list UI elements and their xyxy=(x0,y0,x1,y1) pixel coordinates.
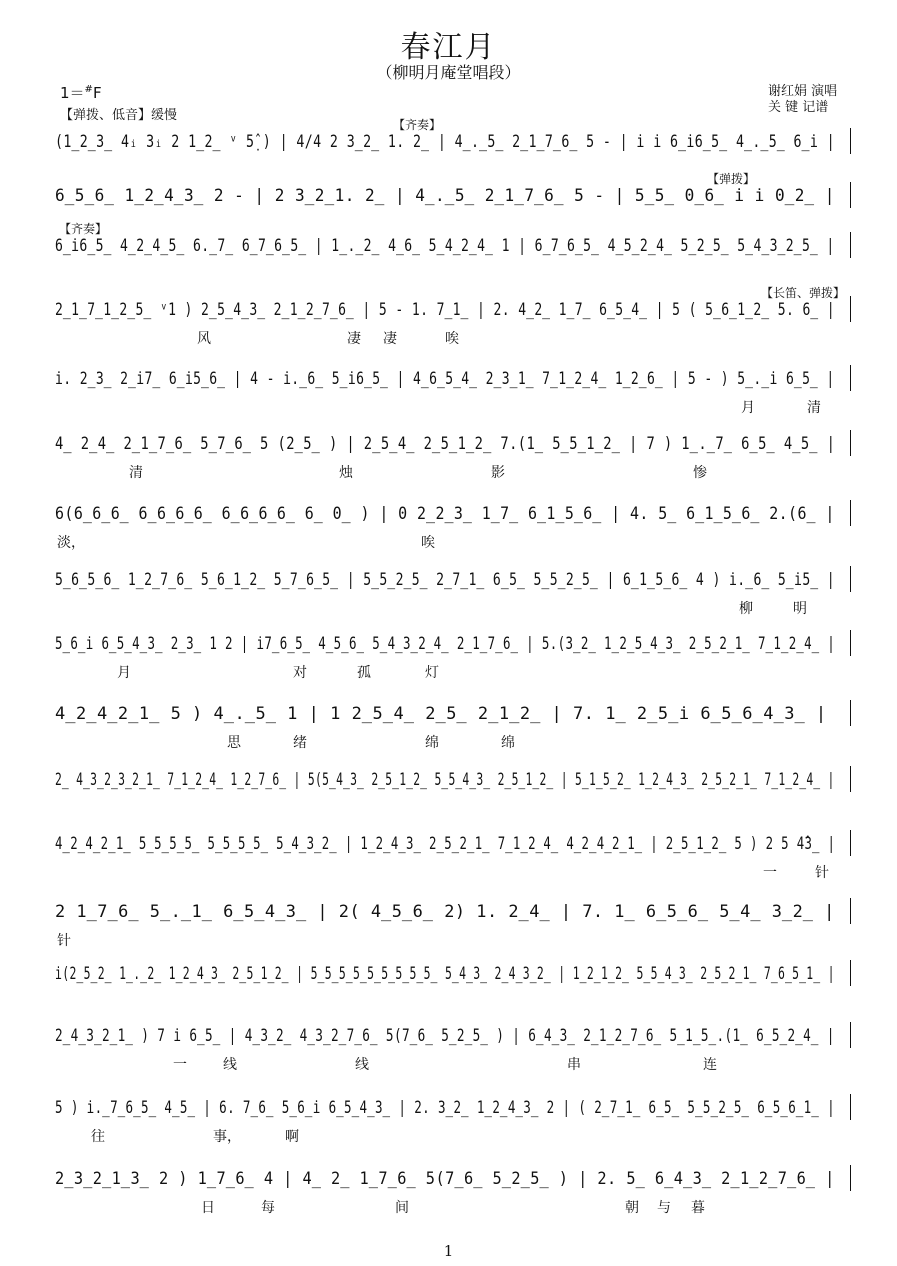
lyrics-line xyxy=(55,662,851,680)
lyric-syllable: 事， xyxy=(213,1129,241,1145)
lyric-syllable: 唉 xyxy=(445,331,459,347)
notation-line: 5̲6̲5̲6̲ 1̲2̲7̲6̲ 5̲6̲1̲2̲ 5̲7̲6̲5̲ | 5̲5̲2̲5̲ 2̲7̲1̲ 6̲5̲ 5̲5̲2̲5̲ | 6̲1̲5̲6̲ 4 ) i̇.̲6̲ 5̲i̇5̲ | xyxy=(55,570,836,590)
score-system xyxy=(55,1012,851,1074)
notation-line: 6̲i̇6̲5̲ 4̲2̲4̲5̲ 6.̲7̲ 6̲7̲6̲5̲ | 1̲.̲2̲ 4̲6̲ 5̲4̲2̲4̲ 1 | 6̲7̲6̲5̲ 4̲5̲2̲4̲ 5̲2̲5̲ 5̲4̲3̲2̲5̲ | xyxy=(55,236,835,256)
lyric-syllable: 一 xyxy=(173,1057,187,1073)
notator-credit: 关 键 记谱 xyxy=(768,100,829,115)
lyrics-line xyxy=(55,930,851,948)
lyric-syllable: 绪 xyxy=(293,735,307,751)
lyric-syllable: 线 xyxy=(223,1057,237,1073)
score-system xyxy=(55,690,851,752)
lyric-syllable: 风 xyxy=(197,331,211,347)
lyric-syllable: 清 xyxy=(807,400,821,416)
lyric-syllable: 凄 xyxy=(383,331,397,347)
notation-line: 2̲1̲7̲1̲2̲5̲ ᵛ1 ) 2̲5̲4̲3̲ 2̲1̲2̲7̲6̲ | 5 - 1. 7̲1̲ | 2. 4̲2̲ 1̲7̲ 6̲5̲4̲ | 5 ( 5̲6̲1̲2̲ 5. 6̲ | xyxy=(55,300,836,320)
barline xyxy=(850,182,852,208)
notation-line: (1̲2̲3̲ 4ᵢ 3ᵢ 2 1̲2̲ ᵛ 5̣̂ ) | 4/4 2 3̲2̲ 1. 2̲ | 4̲.̲5̲ 2̲1̲7̲6̲ 5 - | i̇ i̇ 6̲i̇6̲5̲ 4̲.̲5̲ 6̲i̇ | xyxy=(55,132,836,152)
lyrics-line xyxy=(55,862,851,880)
lyric-syllable: 对 xyxy=(293,665,307,681)
notation-line: 2̲3̲2̲1̲3̲ 2 ) 1̲7̲6̲ 4 | 4̲ 2̲ 1̲7̲6̲ 5(7̲6̲ 5̲2̲5̲ ) | 2. 5̲ 6̲4̲3̲ 2̲1̲2̲7̲6̲ | xyxy=(55,1169,835,1189)
notation-line: 2̲ 4̲3̲2̲3̲2̲1̲ 7̲1̲2̲4̲ 1̲2̲7̲6̲ | 5(5̲4̲3̲ 2̲5̲1̲2̲ 5̲5̲4̲3̲ 2̲5̲1̲2̲ | 5̲1̲5̲2̲ 1̲2̲4̲3̲ 2̲5̲2̲1̲ 7̲1̲2̲4̲ | xyxy=(55,770,835,790)
instrument-marker: 【弹拨】 xyxy=(707,172,756,186)
lyrics-line xyxy=(55,1054,851,1072)
lyric-syllable: 针 xyxy=(57,933,71,949)
barline xyxy=(850,365,852,391)
barline xyxy=(850,128,852,154)
lyric-syllable: 每 xyxy=(261,1200,275,1216)
tempo-marking: 【弹拨、低音】缓慢 xyxy=(60,108,178,123)
score-subtitle: （柳明月庵堂唱段） xyxy=(376,63,521,82)
barline xyxy=(850,232,852,258)
page-number: 1 xyxy=(443,1242,454,1260)
lyric-syllable: 惨 xyxy=(693,465,707,481)
lyrics-line xyxy=(55,532,851,550)
lyric-syllable: 连 xyxy=(703,1057,717,1073)
lyric-syllable: 日 xyxy=(201,1200,215,1216)
barline xyxy=(850,630,852,656)
lyric-syllable: 往 xyxy=(91,1129,105,1145)
notation-line: 6̲5̲6̲ 1̲2̲4̲3̲ 2 - | 2 3̲2̲1. 2̲ | 4̲.̲5̲ 2̲1̲7̲6̲ 5 - | 5̲5̲ 0̲6̲ i̇ i̇ 0̲2̲ | xyxy=(55,186,835,206)
notation-line: i̇(2̲5̲2̲ 1̲.̲2̲ 1̲2̲4̲3̲ 2̲5̲1̲2̲ | 5̲5̲5̲5̲5̲5̲5̲5̲5̲ 5̲4̲3̲ 2̲4̲3̲2̲ | 1̲2̲1̲2̲ 5̲5̲4̲3̲ 2̲5̲2̲1̲ 7̲6̲5̲1̲ | xyxy=(55,964,835,984)
notation-line: 2 1̲7̲6̲ 5̲.̲1̲ 6̲5̲4̲3̲ | 2( 4̲5̲6̲ 2) 1. 2̲4̲ | 7. 1̲ 6̲5̲6̲ 5̲4̲ 3̲2̲ | xyxy=(55,902,835,922)
notation-line: 6(6̲6̲6̲ 6̲6̲6̲6̲ 6̲6̲6̲6̲ 6̲ 0̲ ) | 0 2̲2̲3̲ 1̲7̲ 6̲1̲5̲6̲ | 4. 5̲ 6̲1̲5̲6̲ 2.(6̲ | xyxy=(55,504,835,524)
score-system xyxy=(55,888,851,950)
lyric-syllable: 月 xyxy=(741,400,755,416)
lyric-syllable: 暮 xyxy=(691,1200,705,1216)
score-system xyxy=(55,222,851,284)
notation-line: 4̲ 2̲4̲ 2̲1̲7̲6̲ 5̲7̲6̲ 5 (2̲5̲ ) | 2̲5̲4̲ 2̲5̲1̲2̲ 7.(1̲ 5̲5̲1̲2̲ | 7 ) 1̲.̲7̲ 6̲5̲ 4̲5̲ | xyxy=(55,434,836,454)
score-system xyxy=(55,556,851,618)
lyric-syllable: 串 xyxy=(567,1057,581,1073)
barline xyxy=(850,296,852,322)
lyrics-line xyxy=(55,1126,851,1144)
barline xyxy=(850,1094,852,1120)
lyric-syllable: 一 xyxy=(763,865,777,881)
lyrics-line xyxy=(55,462,851,480)
lyric-syllable: 烛 xyxy=(339,465,353,481)
barline xyxy=(850,766,852,792)
key-prefix: 1＝ xyxy=(60,84,85,102)
lyric-syllable: 柳 xyxy=(739,601,753,617)
score-system xyxy=(55,756,851,818)
lyrics-line xyxy=(55,1197,851,1215)
lyric-syllable: 线 xyxy=(355,1057,369,1073)
key-note: F xyxy=(92,84,102,102)
barline xyxy=(850,1165,852,1191)
lyrics-line xyxy=(55,397,851,415)
lyric-syllable: 唉 xyxy=(421,535,435,551)
score-system xyxy=(55,355,851,417)
notation-line: 4̲2̲4̲2̲1̲ 5 ) 4̲.̲5̲ 1 | 1 2̲5̲4̲ 2̲5̲ 2̲1̲2̲ | 7. 1̲ 2̲5̲i̇ 6̲5̲6̲4̲3̲ | xyxy=(55,704,827,724)
lyric-syllable: 灯 xyxy=(425,665,439,681)
barline xyxy=(850,566,852,592)
barline xyxy=(850,430,852,456)
notation-line: 4̲2̲4̲2̲1̲ 5̲5̲5̲5̲ 5̲5̲5̲5̲ 5̲4̲3̲2̲ | 1̲2̲4̲3̲ 2̲5̲2̲1̲ 7̲1̲2̲4̲ 4̲2̲4̲2̲1̲ | 2̲5̲1̲2̲ 5 ) 2 5 4̂3̲ | xyxy=(55,834,836,854)
barline xyxy=(850,898,852,924)
score-system xyxy=(55,620,851,682)
score-system xyxy=(55,420,851,482)
lyrics-line xyxy=(55,598,851,616)
lyric-syllable: 思 xyxy=(227,735,241,751)
lyric-syllable: 凄 xyxy=(347,331,361,347)
notation-line: 5 ) i̇.̲7̲6̲5̲ 4̲5̲ | 6. 7̲6̲ 5̲6̲i̇ 6̲5̲4̲3̲ | 2. 3̲2̲ 1̲2̲4̲3̲ 2 | ( 2̲7̲1̲ 6̲5̲ 5̲5̲2̲5̲ 6̲5̲6̲1̲ | xyxy=(55,1098,835,1118)
lyric-syllable: 针 xyxy=(815,865,829,881)
score-system xyxy=(55,1084,851,1146)
key-accidental: # xyxy=(84,84,93,95)
score-system xyxy=(55,950,851,1012)
barline xyxy=(850,500,852,526)
lyric-syllable: 影 xyxy=(491,465,505,481)
lyric-syllable: 与 xyxy=(657,1200,671,1216)
lyric-syllable: 绵 xyxy=(425,735,439,751)
score-system xyxy=(55,286,851,348)
key-signature xyxy=(60,82,102,103)
singer-credit: 谢红娟 演唱 xyxy=(768,84,838,99)
notation-line: 2̲4̲3̲2̲1̲ ) 7 i̇ 6̲5̲ | 4̲3̲2̲ 4̲3̲2̲7̲6̲ 5(7̲6̲ 5̲2̲5̲ ) | 6̲4̲3̲ 2̲1̲2̲7̲6̲ 5̲1̲5̲.(1̲ 6̲5̲2̲4̲ | xyxy=(55,1026,835,1046)
lyrics-line xyxy=(55,732,851,750)
lyric-syllable: 绵 xyxy=(501,735,515,751)
score-system xyxy=(55,490,851,552)
lyric-syllable: 明 xyxy=(793,601,807,617)
barline xyxy=(850,830,852,856)
lyric-syllable: 清 xyxy=(129,465,143,481)
lyric-syllable: 淡， xyxy=(57,535,85,551)
lyric-syllable: 朝 xyxy=(625,1200,639,1216)
barline xyxy=(850,700,852,726)
instrument-marker: 【齐奏】 xyxy=(393,118,442,132)
barline xyxy=(850,960,852,986)
score-system xyxy=(55,1155,851,1217)
notation-line: i̇. 2̲3̲ 2̲i̇7̲ 6̲i̇5̲6̲ | 4 - i̇.̲6̲ 5̲i̇6̲5̲ | 4̲6̲5̲4̲ 2̲3̲1̲ 7̲1̲2̲4̲ 1̲2̲6̲ | 5 - ) 5̲.̲i̇ 6̲5̲ | xyxy=(55,369,835,389)
lyric-syllable: 间 xyxy=(395,1200,409,1216)
lyric-syllable: 月 xyxy=(117,665,131,681)
score-system xyxy=(55,820,851,882)
lyric-syllable: 啊 xyxy=(285,1129,299,1145)
score-title: 春江月 xyxy=(400,30,497,65)
lyric-syllable: 孤 xyxy=(357,665,371,681)
instrument-marker: 【齐奏】 xyxy=(59,222,108,236)
notation-line: 5̲6̲i̇ 6̲5̲4̲3̲ 2̲3̲ 1 2 | i̇7̲6̲5̲ 4̲5̲6̲ 5̲4̲3̲2̲4̲ 2̲1̲7̲6̲ | 5.(3̲2̲ 1̲2̲5̲4̲3̲ 2̲5̲2̲1̲ 7̲1̲2̲4̲ | xyxy=(55,634,836,654)
lyrics-line xyxy=(55,328,851,346)
instrument-marker: 【长笛、弹拨】 xyxy=(761,286,846,300)
barline xyxy=(850,1022,852,1048)
